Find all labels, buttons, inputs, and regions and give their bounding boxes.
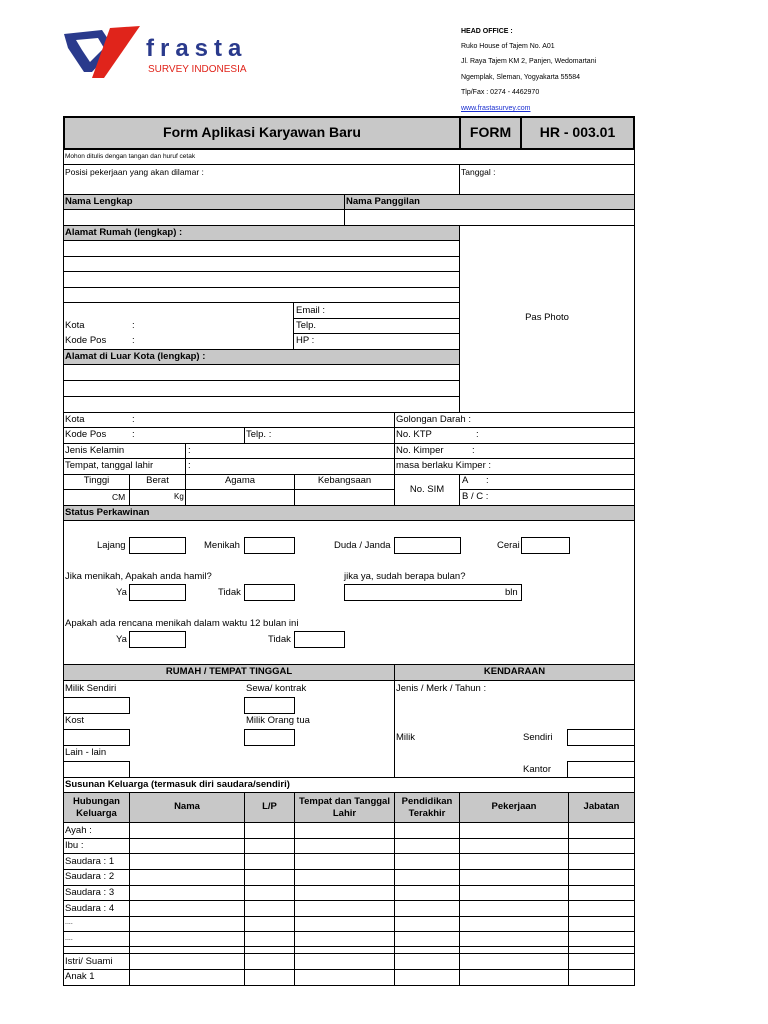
- label-hamil-ya: Ya: [116, 587, 127, 598]
- form-code: HR - 003.01: [539, 124, 616, 140]
- logo-wordmark: frasta: [146, 35, 248, 62]
- label-hp: HP :: [296, 335, 315, 346]
- checkbox-milik-orang-tua[interactable]: [244, 729, 295, 746]
- colon: :: [476, 429, 479, 440]
- label-berat: Berat: [146, 475, 169, 486]
- col-nama: Nama: [174, 801, 200, 812]
- head-office-line3: Ngemplak, Sleman, Yogyakarta 55584: [461, 74, 581, 81]
- row-istri-suami: Istri/ Suami: [65, 956, 113, 967]
- head-office-line1: Ruko House of Tajem No. A01: [461, 43, 555, 50]
- label-agama: Agama: [224, 475, 256, 486]
- head-office-line4: Tlp/Fax : 0274 - 4462970: [461, 89, 540, 96]
- question-rencana-menikah: Apakah ada rencana menikah dalam waktu 12 bulan ini: [65, 618, 299, 629]
- unit-bln: bln: [505, 587, 518, 598]
- checkbox-duda-janda[interactable]: [394, 537, 461, 554]
- col-jabatan: Jabatan: [583, 801, 620, 812]
- label-hamil-tidak: Tidak: [218, 587, 241, 598]
- col-hubungan-line2: Keluarga: [76, 808, 117, 819]
- col-pendidikan: [395, 796, 459, 820]
- input-bulan-hamil[interactable]: [344, 584, 522, 601]
- label-sim-bc: B / C :: [462, 491, 489, 502]
- label-kost: Kost: [65, 715, 85, 726]
- label-duda-janda: Duda / Janda: [334, 540, 391, 551]
- label-kendaraan-sendiri: Sendiri: [523, 732, 553, 743]
- colon: :: [132, 429, 135, 440]
- label-kebangsaan: Kebangsaan: [317, 475, 372, 486]
- row-saudara-2: Saudara : 2: [65, 871, 115, 882]
- form-label: FORM: [469, 124, 512, 140]
- label-kode-pos-rumah: Kode Pos: [65, 335, 107, 346]
- label-alamat-rumah: Alamat Rumah (lengkap) :: [65, 227, 183, 238]
- col-ttl: [295, 796, 394, 820]
- section-kendaraan: KENDARAAN: [483, 666, 546, 677]
- label-telp-luar: Telp. :: [246, 429, 272, 440]
- col-pekerjaan: Pekerjaan: [491, 801, 537, 812]
- label-milik-sendiri: Milik Sendiri: [65, 683, 117, 694]
- label-tinggi: Tinggi: [83, 475, 110, 486]
- col-hubungan-line1: Hubungan: [73, 796, 120, 807]
- checkbox-hamil-ya[interactable]: [129, 584, 186, 601]
- label-sewa-kontrak: Sewa/ kontrak: [246, 683, 307, 694]
- instruction-note: Mohon ditulis dengan tangan dan huruf cetak: [65, 153, 196, 160]
- label-nama-panggilan: Nama Panggilan: [346, 196, 420, 207]
- unit-cm: CM: [112, 492, 126, 502]
- label-kendaraan-milik: Milik: [396, 732, 415, 743]
- website-link[interactable]: www.frastasurvey.com: [461, 105, 531, 112]
- label-lain-lain: Lain - lain: [65, 747, 107, 758]
- col-lp: L/P: [262, 801, 277, 812]
- checkbox-kendaraan-sendiri[interactable]: [567, 729, 635, 746]
- label-no-ktp: No. KTP: [396, 429, 432, 440]
- label-golongan-darah: Golongan Darah :: [396, 414, 471, 425]
- label-kota-luar: Kota: [65, 414, 85, 425]
- checkbox-hamil-tidak[interactable]: [244, 584, 295, 601]
- label-lajang: Lajang: [97, 540, 126, 551]
- colon: :: [188, 445, 191, 456]
- pas-photo-placeholder: Pas Photo: [525, 312, 569, 323]
- checkbox-menikah[interactable]: [244, 537, 295, 554]
- label-rencana-ya: Ya: [116, 634, 127, 645]
- label-milik-orang-tua: Milik Orang tua: [246, 715, 310, 726]
- label-jenis-merk-tahun: Jenis / Merk / Tahun :: [396, 683, 487, 694]
- label-kode-pos-luar: Kode Pos: [65, 429, 107, 440]
- colon: :: [188, 460, 191, 471]
- row-ibu: Ibu :: [65, 840, 84, 851]
- form-right-border: [634, 150, 635, 985]
- label-rencana-tidak: Tidak: [268, 634, 291, 645]
- row-anak-1: Anak 1: [65, 971, 95, 982]
- row-ellipsis-1: ....: [65, 919, 73, 926]
- colon: :: [486, 475, 489, 486]
- label-kota-rumah: Kota: [65, 320, 85, 331]
- logo-subtitle: SURVEY INDONESIA: [148, 64, 247, 75]
- row-ayah: Ayah :: [65, 825, 92, 836]
- label-ttl: Tempat, tanggal lahir: [65, 460, 154, 471]
- frasta-logo-mark: [62, 26, 142, 80]
- col-ttl-line2: Lahir: [332, 808, 357, 819]
- checkbox-lajang[interactable]: [129, 537, 186, 554]
- label-jenis-kelamin: Jenis Kelamin: [65, 445, 125, 456]
- colon: :: [472, 445, 475, 456]
- checkbox-milik-sendiri[interactable]: [63, 697, 130, 714]
- label-alamat-luar: Alamat di Luar Kota (lengkap) :: [65, 351, 206, 362]
- label-cerai: Cerai: [497, 540, 520, 551]
- checkbox-kendaraan-kantor[interactable]: [567, 761, 635, 778]
- checkbox-sewa-kontrak[interactable]: [244, 697, 295, 714]
- label-tanggal: Tanggal :: [461, 167, 496, 177]
- question-berapa-bulan: jika ya, sudah berapa bulan?: [344, 571, 466, 582]
- checkbox-rencana-ya[interactable]: [129, 631, 186, 648]
- checkbox-lain-lain[interactable]: [63, 761, 130, 778]
- row-saudara-1: Saudara : 1: [65, 856, 115, 867]
- label-sim-a: A: [462, 475, 469, 486]
- label-susunan-keluarga: Susunan Keluarga (termasuk diri saudara/sendiri): [65, 779, 290, 790]
- question-hamil: Jika menikah, Apakah anda hamil?: [65, 571, 212, 582]
- label-menikah: Menikah: [204, 540, 240, 551]
- row-ellipsis-2: ....: [65, 935, 73, 942]
- label-email: Email :: [296, 305, 326, 316]
- section-rumah: RUMAH / TEMPAT TINGGAL: [165, 666, 293, 677]
- row-saudara-4: Saudara : 4: [65, 903, 115, 914]
- row-saudara-3: Saudara : 3: [65, 887, 115, 898]
- checkbox-cerai[interactable]: [521, 537, 570, 554]
- checkbox-kost[interactable]: [63, 729, 130, 746]
- col-pendidikan-line1: Pendidikan: [401, 796, 453, 807]
- colon: :: [132, 414, 135, 425]
- label-no-kimper: No. Kimper: [396, 445, 444, 456]
- label-no-sim: No. SIM: [409, 484, 445, 495]
- head-office-line2: Jl. Raya Tajem KM 2, Panjen, Wedomartani: [461, 58, 597, 65]
- label-nama-lengkap: Nama Lengkap: [65, 196, 133, 207]
- label-posisi: Posisi pekerjaan yang akan dilamar :: [65, 167, 204, 177]
- label-masa-kimper: masa berlaku Kimper :: [396, 460, 492, 471]
- checkbox-rencana-tidak[interactable]: [294, 631, 345, 648]
- label-telp: Telp.: [296, 320, 317, 331]
- form-title: Form Aplikasi Karyawan Baru: [163, 124, 361, 140]
- form-left-border: [63, 150, 64, 985]
- col-ttl-line1: Tempat dan Tanggal: [299, 796, 390, 807]
- head-office-title: HEAD OFFICE :: [461, 28, 513, 35]
- colon: :: [132, 320, 135, 331]
- label-status-perkawinan: Status Perkawinan: [65, 507, 150, 518]
- col-hubungan: [64, 796, 129, 820]
- colon: :: [132, 335, 135, 346]
- unit-kg: Kg: [174, 492, 184, 501]
- label-kendaraan-kantor: Kantor: [523, 764, 551, 775]
- col-pendidikan-line2: Terakhir: [408, 808, 446, 819]
